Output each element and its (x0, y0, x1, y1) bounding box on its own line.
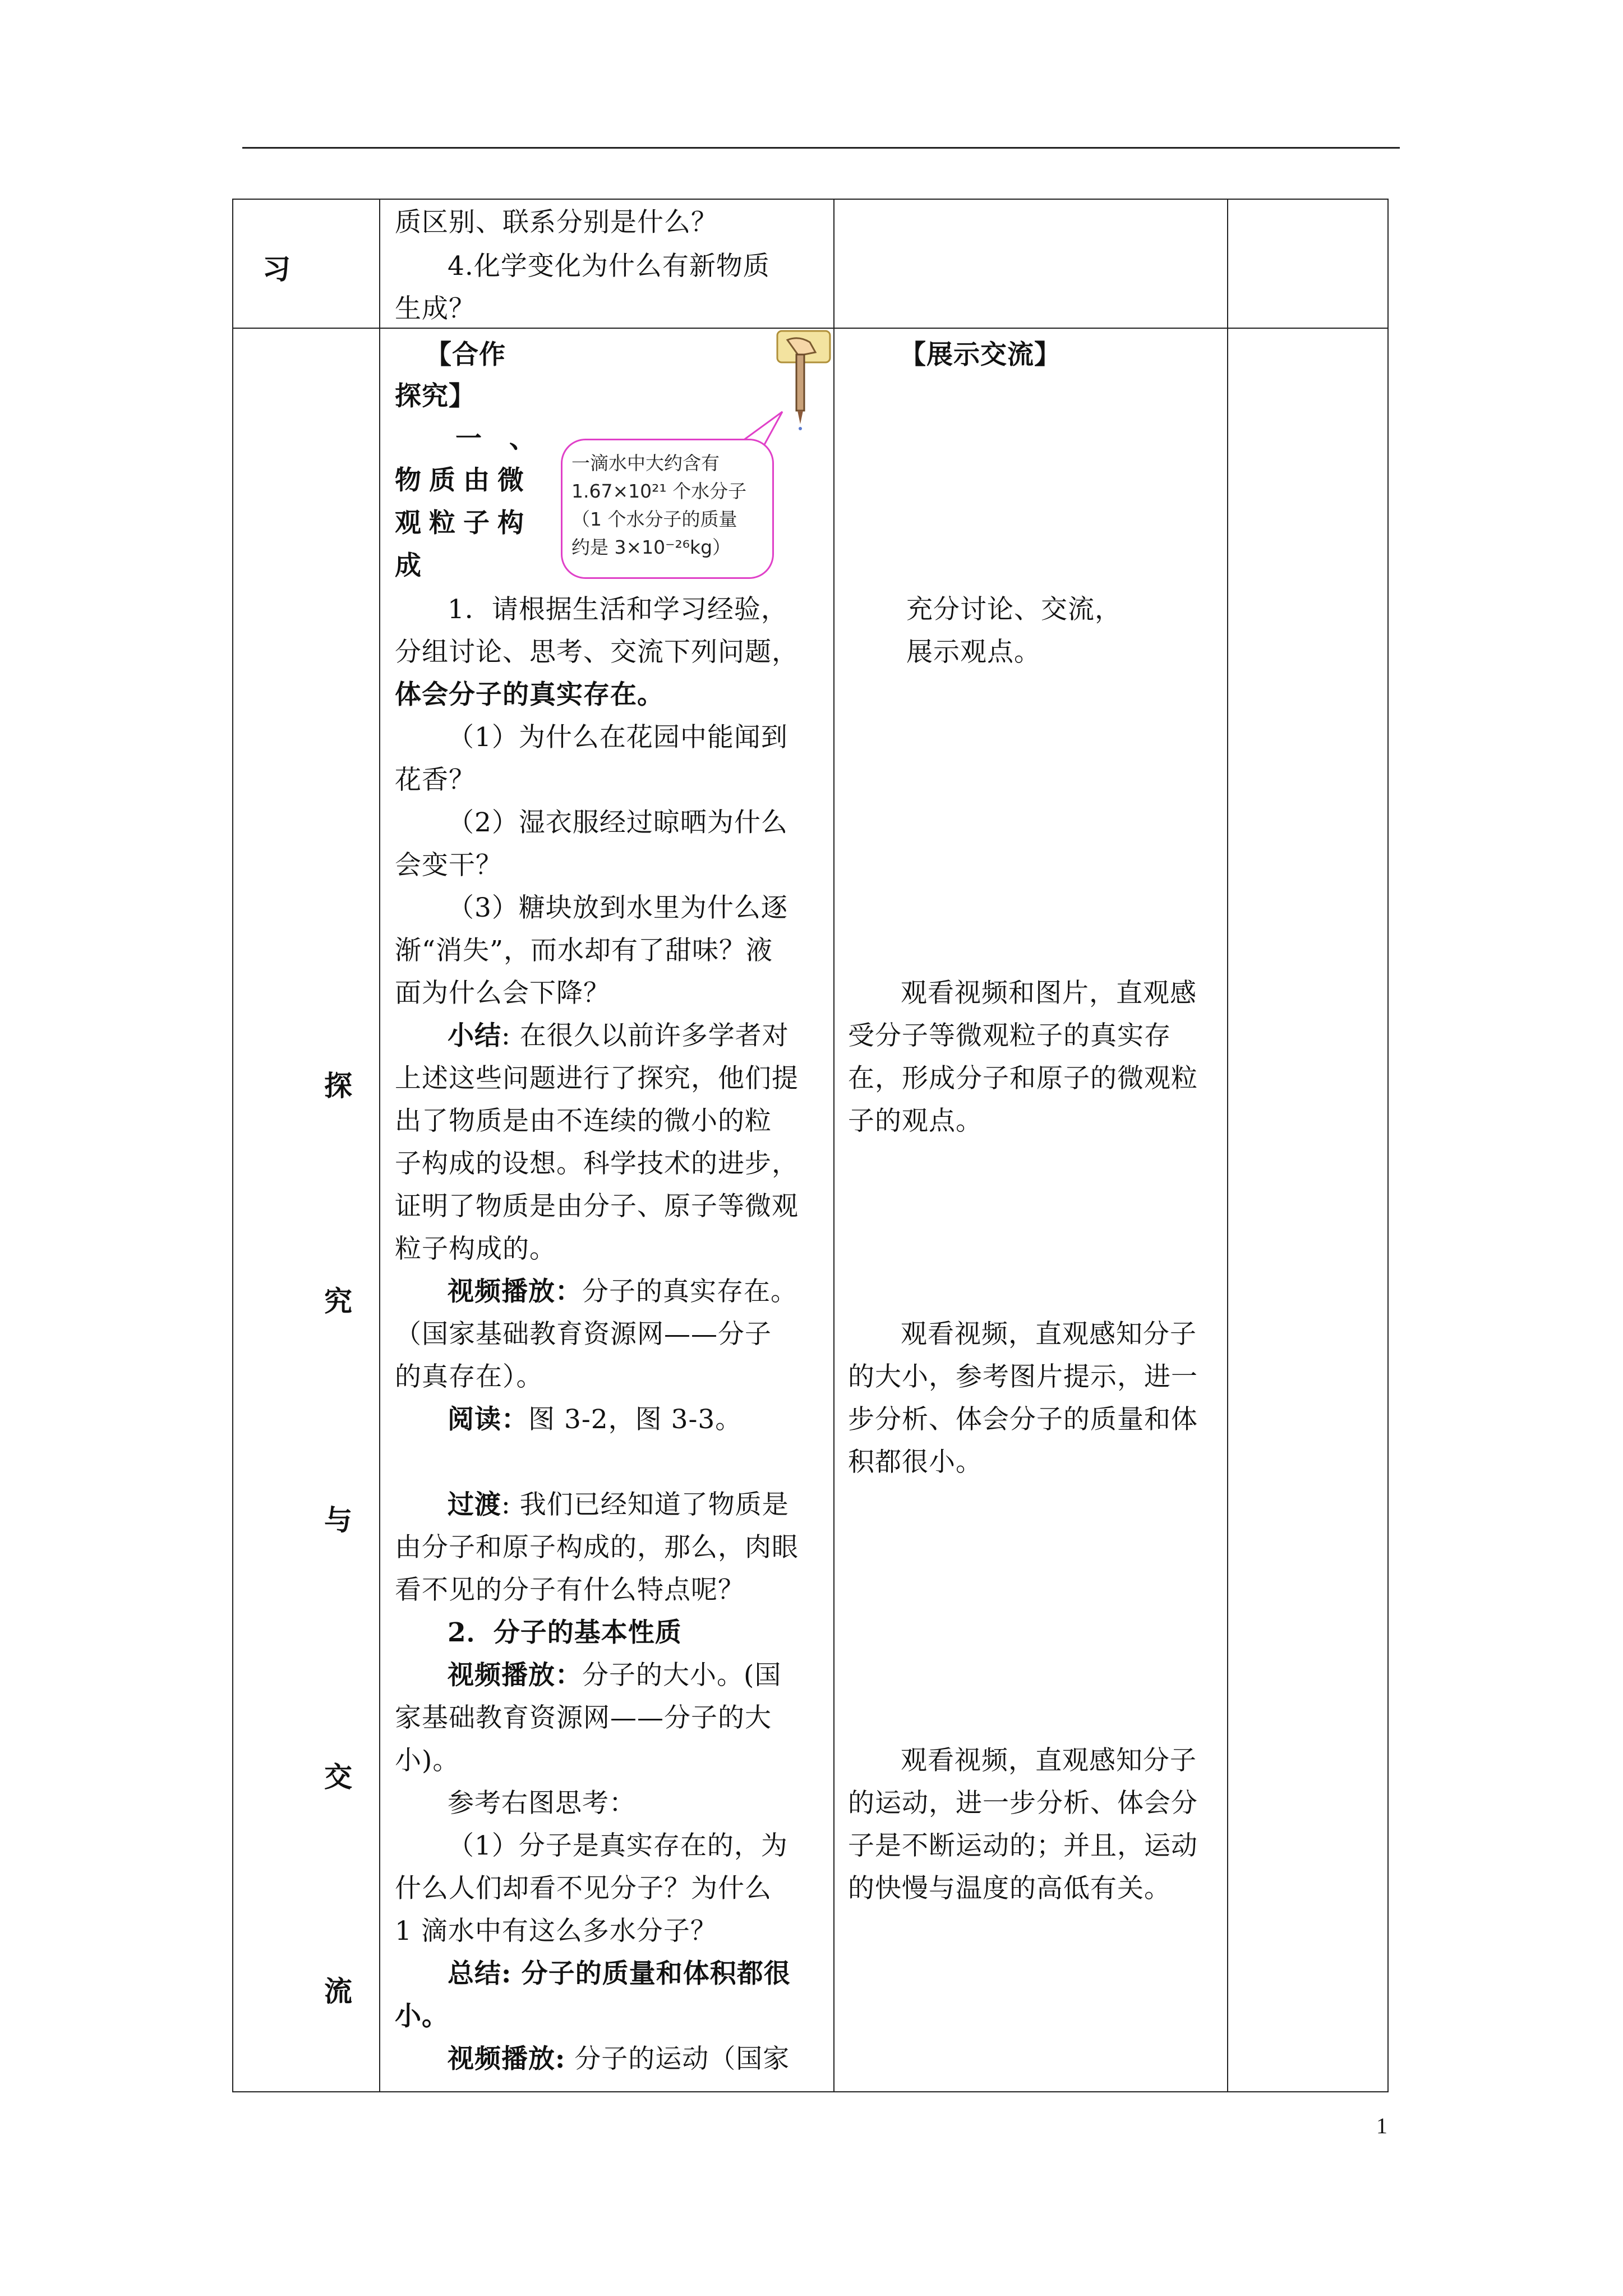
conclusion-text: : 分子的质量和体积都很 (501, 1958, 791, 1989)
exchange-heading: 【展示交流】 (900, 339, 1061, 370)
question1-3-line2: 渐“消失”，而水却有了甜味？液 (395, 935, 773, 966)
row2-label-yu: 与 (324, 1503, 352, 1536)
video1-line3: 的真存在）。 (395, 1361, 543, 1392)
exchange-p3-line1: 观看视频，直观感知分子 (901, 1319, 1197, 1350)
exchange-p4-line3: 子是不断运动的；并且，运动 (848, 1830, 1198, 1861)
exchange-p3-line3: 步分析、体会分子的质量和体 (848, 1404, 1198, 1435)
video3-text: 分子的运动（国家 (565, 2044, 790, 2074)
question1-1-line1: （1）为什么在花园中能闻到 (448, 722, 788, 753)
row2-label-jiao: 交 (324, 1760, 352, 1793)
video2-line3: 小)。 (395, 1745, 460, 1776)
video3-label: 视频播放: (448, 2044, 566, 2074)
conclusion-line1 (395, 1952, 827, 1995)
exchange-p3-line4: 积都很小。 (848, 1447, 983, 1478)
summary-label: 小结 (448, 1020, 501, 1051)
exchange-p1-line2: 展示观点。 (906, 637, 1041, 668)
question1-3-line1: （3）糖块放到水里为什么逐 (448, 892, 788, 923)
summary-line1 (395, 1014, 827, 1057)
bubble-line: 一滴水中大约含有 (571, 452, 720, 474)
section1-title-line3: 成 (395, 550, 422, 581)
summary-line4: 子构成的设想。科学技术的进步， (395, 1148, 799, 1179)
question1-2-line2: 会变干？ (395, 850, 502, 881)
dropper-hand-icon (776, 330, 832, 431)
question1-line1: 1．请根据生活和学习经验， (448, 594, 788, 625)
question1-line2: 分组讨论、思考、交流下列问题， (395, 637, 799, 668)
question1-line3: 体会分子的真实存在。 (395, 679, 664, 710)
row1-line-3: 生成？ (395, 293, 476, 324)
cooperative-heading-a: 【合作 (425, 339, 506, 370)
transition-text: : 我们已经知道了物质是 (501, 1489, 789, 1520)
conclusion-line2: 小。 (395, 2001, 449, 2032)
exchange-p2-line3: 在，形成分子和原子的微观粒 (848, 1063, 1198, 1094)
exchange-p2-line2: 受分子等微观粒子的真实存 (848, 1020, 1171, 1051)
column-divider (1227, 199, 1228, 2092)
exchange-p4-line2: 的运动，进一步分析、体会分 (848, 1788, 1198, 1819)
bubble-line: 1.67×10²¹ 个水分子 (571, 480, 747, 502)
summary-line5: 证明了物质是由分子、原子等微观 (395, 1191, 799, 1222)
ref-question1-line3: 1 滴水中有这么多水分子？ (395, 1916, 717, 1947)
video1-label: 视频播放： (448, 1276, 582, 1307)
conclusion-label: 总结 (448, 1958, 501, 1989)
row2-label-jiu: 究 (324, 1285, 352, 1318)
column-divider (833, 199, 834, 2092)
video1-line2: （国家基础教育资源网——分子 (395, 1319, 772, 1350)
exchange-p2-line4: 子的观点。 (848, 1106, 983, 1137)
exchange-p4-line4: 的快慢与温度的高低有关。 (848, 1873, 1171, 1904)
page-number: 1 (1376, 2113, 1387, 2138)
transition-line1 (395, 1483, 827, 1526)
bubble-line: （1 个水分子的质量 (571, 508, 737, 530)
reference-line: 参考右图思考： (448, 1788, 636, 1819)
summary-line2: 上述这些问题进行了探究，他们提 (395, 1063, 799, 1094)
reading-label: 阅读： (448, 1404, 528, 1435)
reading-line (395, 1398, 827, 1441)
row1-line-2: 4.化学变化为什么有新物质 (448, 251, 770, 282)
video3-line1 (395, 2037, 827, 2081)
transition-label: 过渡 (448, 1489, 501, 1520)
row1-label: 习 (262, 252, 291, 286)
header-rule (242, 147, 1400, 149)
video2-text: 分子的大小。(国 (582, 1660, 782, 1691)
video1-text: 分子的真实存在。 (582, 1276, 797, 1307)
question1-3-line3: 面为什么会下降？ (395, 978, 610, 1009)
exchange-p1-line1: 充分讨论、交流， (906, 594, 1122, 625)
exchange-p3-line2: 的大小，参考图片提示，进一 (848, 1361, 1198, 1392)
water-molecule-bubble (561, 439, 774, 579)
video1-line1 (395, 1270, 827, 1313)
summary-text: : 在很久以前许多学者对 (501, 1020, 789, 1051)
cooperative-heading-b: 探究】 (395, 381, 476, 412)
bubble-line: 约是 3×10⁻²⁶kg） (571, 536, 731, 558)
summary-line3: 出了物质是由不连续的微小的粒 (395, 1106, 772, 1137)
section1-title-line2: 观粒子构 (395, 508, 532, 539)
row2-label-liu: 流 (324, 1975, 352, 2008)
question1-2-line1: （2）湿衣服经过晾晒为什么 (448, 807, 788, 838)
row2-label-tan: 探 (324, 1069, 352, 1102)
video2-line2: 家基础教育资源网——分子的大 (395, 1703, 772, 1733)
row1-line-1: 质区别、联系分别是什么？ (395, 207, 718, 238)
video2-line1 (395, 1654, 827, 1697)
ref-question1-line1: （1）分子是真实存在的，为 (448, 1830, 788, 1861)
transition-line3: 看不见的分子有什么特点呢？ (395, 1575, 745, 1605)
reading-text: 图 3-2，图 3-3。 (528, 1404, 743, 1435)
transition-line2: 由分子和原子构成的，那么，肉眼 (395, 1532, 799, 1563)
exchange-p4-line1: 观看视频，直观感知分子 (901, 1745, 1197, 1776)
question1-1-line2: 花香？ (395, 765, 476, 795)
section2-title: 2．分子的基本性质 (448, 1617, 682, 1648)
exchange-p2-line1: 观看视频和图片，直观感 (901, 978, 1197, 1009)
video2-label: 视频播放： (448, 1660, 582, 1691)
summary-line6: 粒子构成的。 (395, 1234, 556, 1264)
ref-question1-line2: 什么人们却看不见分子？为什么 (395, 1873, 772, 1904)
section1-title-line1: 物质由微 (395, 465, 532, 496)
column-divider (379, 199, 380, 2092)
section1-number: 一 、 (455, 424, 536, 454)
